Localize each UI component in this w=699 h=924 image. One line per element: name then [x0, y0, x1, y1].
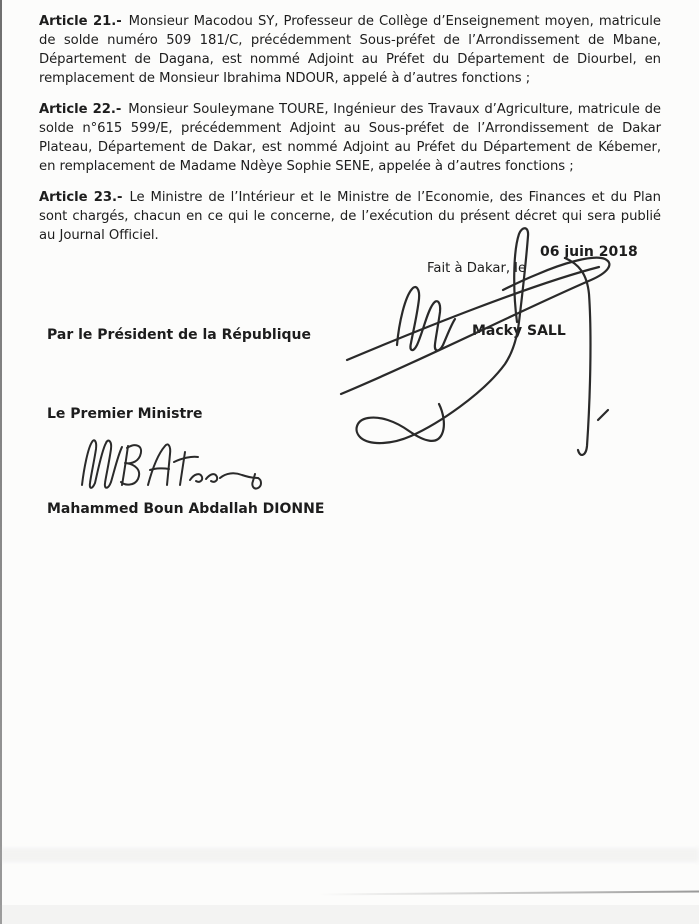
place-date-line: Fait à Dakar, le	[427, 261, 527, 276]
president-signature-drawing	[333, 222, 623, 467]
article-23-text: Le Ministre de l’Intérieur et le Ministre de l’Economie, des Finances et du Plan sont chargés, chacun en ce qui le concerne, de l’exécution du présent décret qui sera publié au Journal Officiel.	[39, 190, 661, 243]
president-label: Par le Président de la République	[47, 327, 311, 343]
decree-body	[39, 12, 661, 257]
prime-minister-name: Mahammed Boun Abdallah DIONNE	[47, 501, 325, 517]
article-21-paragraph	[39, 12, 661, 88]
president-name: Macky SALL	[472, 323, 566, 339]
article-21-label: Article 21.-	[39, 14, 122, 29]
scan-left-edge	[0, 0, 2, 924]
prime-minister-signature-drawing	[72, 430, 272, 500]
article-21-text: Monsieur Macodou SY, Professeur de Collège d’Enseignement moyen, matricule de solde numéro 509 181/C, précédemment Sous-préfet de l’Arrondissement de Mbane, Département de Dagana, est nommé Adjoint au Préfet du Département de Diourbel, en remplacement de Monsieur Ibrahima NDOUR, appelé à d’autres fonctions ;	[39, 14, 661, 86]
article-22-label: Article 22.-	[39, 102, 122, 117]
article-23-label: Article 23.-	[39, 190, 123, 205]
prime-minister-label: Le Premier Ministre	[47, 406, 203, 422]
scan-smudge-band	[0, 848, 699, 862]
scan-artifact-line	[318, 891, 699, 896]
article-22-paragraph	[39, 100, 661, 176]
article-22-text: Monsieur Souleymane TOURE, Ingénieur des Travaux d’Agriculture, matricule de solde n°615 599/E, précédemment Adjoint au Sous-préfet de l’Arrondissement de Dakar Plateau, Département de Dakar, est nommé Adjoint au Préfet du Département de Kébemer, en remplacement de Madame Ndèye Sophie SENE, appelée à d’autres fonctions ;	[39, 102, 661, 174]
scan-bottom-band	[0, 905, 699, 924]
decree-date: 06 juin 2018	[540, 244, 638, 260]
